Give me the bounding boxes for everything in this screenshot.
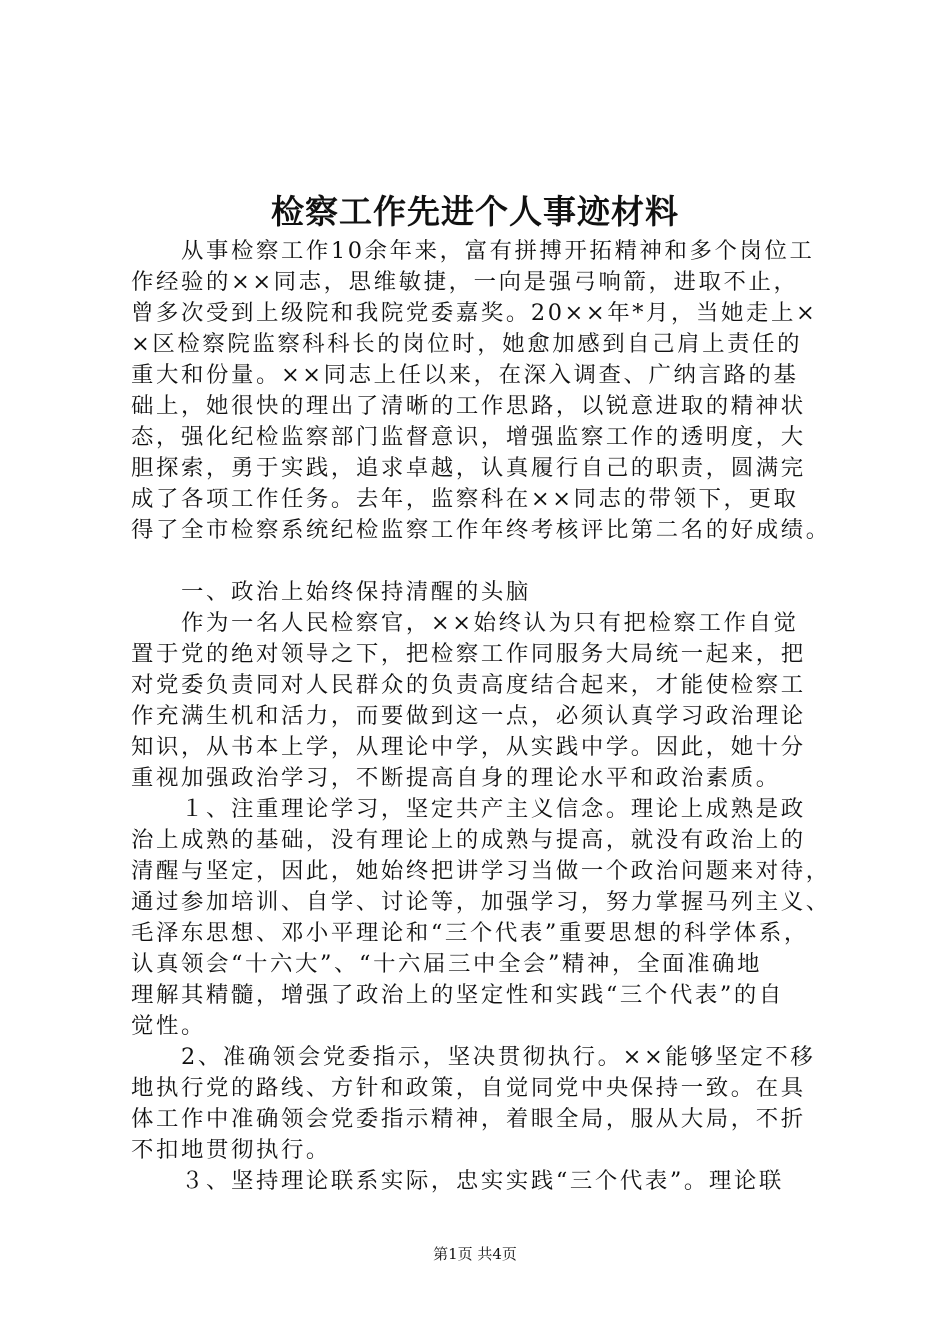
text-line: 对党委负责同对人民群众的负责高度结合起来，才能使检察工	[131, 672, 806, 698]
text-line: 作为一名人民检察官，××始终认为只有把检察工作自觉	[131, 610, 799, 636]
text-line: 重视加强政治学习，不断提高自身的理论水平和政治素质。	[131, 765, 781, 791]
text-line: 置于党的绝对领导之下，把检察工作同服务大局统一起来，把	[131, 641, 806, 667]
text-line: 胆探索，勇于实践，追求卓越，认真履行自己的职责，圆满完	[131, 455, 806, 481]
text-line: 作经验的××同志，思维敏捷，一向是强弓响箭，进取不止，	[131, 269, 799, 295]
text-line: 觉性。	[131, 1013, 206, 1039]
text-line: ３、坚持理论联系实际，忠实实践“三个代表”。理论联	[131, 1168, 784, 1194]
text-line: １、注重理论学习，坚定共产主义信念。理论上成熟是政	[131, 796, 806, 822]
text-line: 础上，她很快的理出了清晰的工作思路，以锐意进取的精神状	[131, 393, 806, 419]
paragraph-gap	[131, 546, 851, 577]
text-line: 重大和份量。××同志上任以来，在深入调查、广纳言路的基	[131, 362, 799, 388]
text-line: 态，强化纪检监察部门监督意识，增强监察工作的透明度，大	[131, 424, 806, 450]
page-footer: 第1页 共4页	[433, 1245, 517, 1263]
text-line: 理解其精髓，增强了政治上的坚定性和实践“三个代表”的自	[131, 982, 784, 1008]
text-line: 知识，从书本上学，从理论中学，从实践中学。因此，她十分	[131, 734, 806, 760]
document-body	[131, 236, 851, 1197]
text-line: 治上成熟的基础，没有理论上的成熟与提高，就没有政治上的	[131, 827, 806, 853]
text-line: 不扣地贯彻执行。	[131, 1137, 331, 1163]
text-line: 2、准确领会党委指示，坚决贯彻执行。××能够坚定不移	[131, 1044, 816, 1070]
text-line: 毛泽东思想、邓小平理论和“三个代表”重要思想的科学体系，	[131, 920, 809, 946]
text-line: 成了各项工作任务。去年，监察科在××同志的带领下，更取	[131, 486, 799, 512]
document-title: 检察工作先进个人事迹材料	[271, 192, 679, 231]
text-line: 清醒与坚定，因此，她始终把讲学习当做一个政治问题来对待，	[131, 858, 831, 884]
text-line: 得了全市检察系统纪检监察工作年终考核评比第二名的好成绩。	[131, 517, 831, 543]
text-line: 从事检察工作10余年来，富有拼搏开拓精神和多个岗位工	[131, 238, 815, 264]
text-line: ×区检察院监察科科长的岗位时，她愈加感到自己肩上责任的	[131, 331, 803, 357]
text-line: 认真领会“十六大”、“十六届三中全会”精神，全面准确地	[131, 951, 762, 977]
text-line: 作充满生机和活力，而要做到这一点，必须认真学习政治理论	[131, 703, 806, 729]
text-line: 地执行党的路线、方针和政策，自觉同党中央保持一致。在具	[131, 1075, 806, 1101]
text-line: 通过参加培训、自学、讨论等，加强学习，努力掌握马列主义、	[131, 889, 831, 915]
text-line: 体工作中准确领会党委指示精神，着眼全局，服从大局，不折	[131, 1106, 806, 1132]
text-line: 一、政治上始终保持清醒的头脑	[131, 579, 531, 605]
text-line: 曾多次受到上级院和我院党委嘉奖。20××年*月，当她走上×	[131, 300, 818, 326]
